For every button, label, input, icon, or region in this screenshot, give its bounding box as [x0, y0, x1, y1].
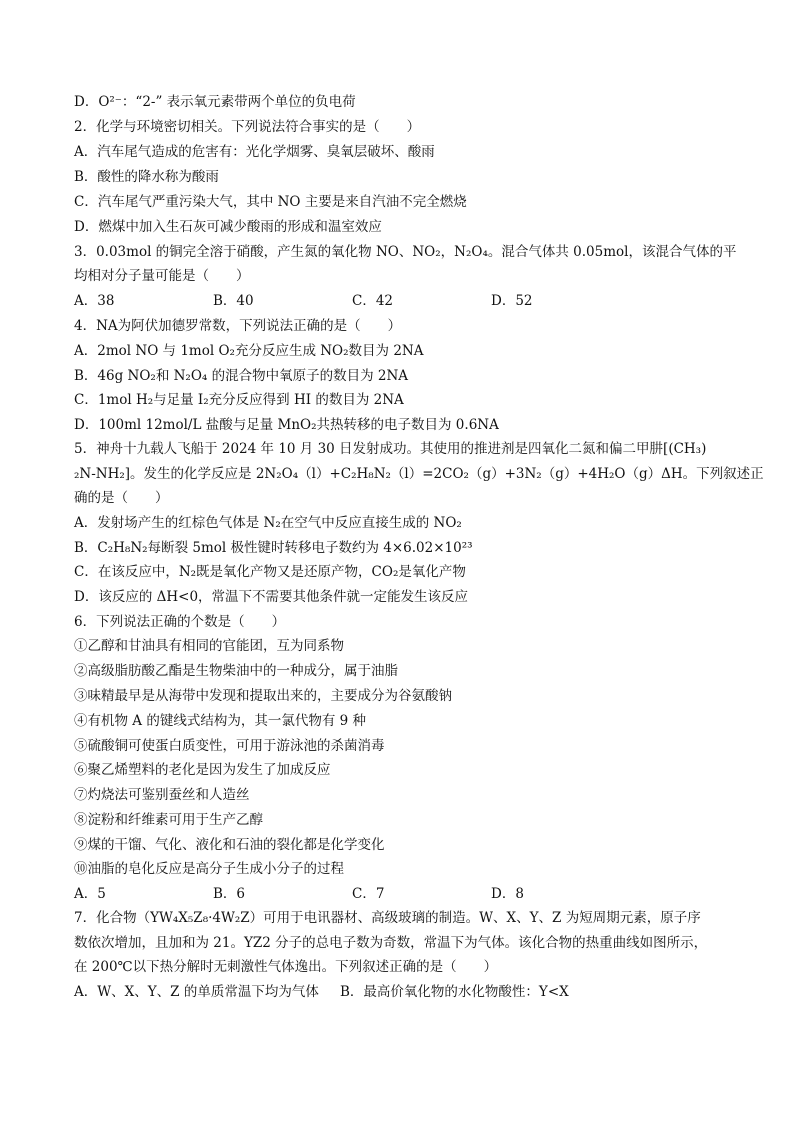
q4-option-b: B．46g NO₂和 N₂O₄ 的混合物中氧原子的数目为 2NA — [74, 368, 409, 384]
q7-stem-line2: 数依次增加，且加和为 21。YZ2 分子的总电子数为奇数，常温下为气体。该化合物的热重曲线如图所示， — [74, 935, 708, 951]
q5-stem-line3: 确的是（ ） — [74, 490, 169, 506]
q7-stem-line3: 在 200℃以下热分解时无刺激性气体逸出。下列叙述正确的是（ ） — [74, 959, 498, 975]
q6-option-c: C．7 — [352, 886, 385, 902]
q7-option-b: B．最高价氧化物的水化物酸性：Y<X — [340, 984, 569, 1000]
q3-stem-line1: 3．0.03mol 的铜完全溶于硝酸，产生氮的氧化物 NO、NO₂，N₂O₄。混合气体共 0.05mol，该混合气体的平 — [74, 244, 737, 260]
q5-stem-line1: 5．神舟十九载人飞船于 2024 年 10 月 30 日发射成功。其使用的推进剂是四氧化二氮和偏二甲肼[(CH₃) — [74, 441, 707, 457]
q2-stem: 2．化学与环境密切相关。下列说法符合事实的是（ ） — [74, 119, 421, 135]
q3-stem-line2: 均相对分子量可能是（ ） — [74, 268, 250, 284]
q7-option-a: A．W、X、Y、Z 的单质常温下均为气体 — [74, 984, 319, 1000]
q4-stem: 4．NA为阿伏加德罗常数，下列说法正确的是（ ） — [74, 318, 402, 334]
q5-option-a: A．发射场产生的红棕色气体是 N₂在空气中反应直接生成的 NO₂ — [74, 515, 462, 531]
q2-option-d: D．燃煤中加入生石灰可减少酸雨的形成和温室效应 — [74, 219, 382, 235]
q6-statement-9: ⑨煤的干馏、气化、液化和石油的裂化都是化学变化 — [74, 837, 385, 853]
q6-statement-1: ①乙醇和甘油具有相同的官能团，互为同系物 — [74, 638, 344, 654]
q6-statement-2: ②高级脂肪酸乙酯是生物柴油中的一种成分，属于油脂 — [74, 663, 398, 679]
q6-statement-4: ④有机物 A 的键线式结构为，其一氯代物有 9 种 — [74, 713, 367, 729]
q5-option-c: C．在该反应中，N₂既是氧化产物又是还原产物，CO₂是氧化产物 — [74, 564, 466, 580]
q6-option-d: D．8 — [491, 886, 524, 902]
q2-option-c: C．汽车尾气严重污染大气，其中 NO 主要是来自汽油不完全燃烧 — [74, 194, 467, 210]
q6-options-row — [74, 883, 724, 905]
q6-statement-8: ⑧淀粉和纤维素可用于生产乙醇 — [74, 812, 263, 828]
q2-option-a: A．汽车尾气造成的危害有：光化学烟雾、臭氧层破坏、酸雨 — [74, 144, 435, 160]
q4-option-a: A．2mol NO 与 1mol O₂充分反应生成 NO₂数目为 2NA — [74, 343, 424, 359]
q5-stem-line2: ₂N-NH₂]。发生的化学反应是 2N₂O₄（l）+C₂H₈N₂（l）=2CO₂（g）+3N₂（g）+4H₂O（g）ΔH。下列叙述正 — [74, 466, 764, 482]
q6-statement-7: ⑦灼烧法可鉴别蚕丝和人造丝 — [74, 787, 250, 803]
q6-statement-10: ⑩油脂的皂化反应是高分子生成小分子的过程 — [74, 861, 344, 877]
q6-option-a: A．5 — [74, 886, 106, 902]
q6-statement-6: ⑥聚乙烯塑料的老化是因为发生了加成反应 — [74, 762, 331, 778]
q3-option-d: D．52 — [491, 293, 533, 309]
q3-option-b: B．40 — [213, 293, 254, 309]
q6-statement-3: ③味精最早是从海带中发现和提取出来的，主要成分为谷氨酸钠 — [74, 688, 452, 704]
q7-stem-line1: 7．化合物（YW₄X₅Z₈·4W₂Z）可用于电讯器材、高级玻璃的制造。W、X、Y、Z 为短周期元素，原子序 — [74, 910, 701, 926]
q3-option-c: C．42 — [352, 293, 394, 309]
q6-statement-5: ⑤硫酸铜可使蛋白质变性，可用于游泳池的杀菌消毒 — [74, 738, 385, 754]
q7-options-row — [74, 981, 724, 1003]
q5-option-b: B．C₂H₈N₂每断裂 5mol 极性键时转移电子数约为 4×6.02×10²³ — [74, 540, 473, 556]
q4-option-d: D．100ml 12mol/L 盐酸与足量 MnO₂共热转移的电子数目为 0.6NA — [74, 417, 499, 433]
q3-options-row — [74, 290, 724, 312]
q1-option-d: D．O²⁻：“2-” 表示氧元素带两个单位的负电荷 — [74, 94, 356, 110]
q3-option-a: A．38 — [74, 293, 115, 309]
q4-option-c: C．1mol H₂与足量 I₂充分反应得到 HI 的数目为 2NA — [74, 392, 404, 408]
q6-stem: 6．下列说法正确的个数是（ ） — [74, 614, 286, 630]
q6-option-b: B．6 — [213, 886, 246, 902]
q2-option-b: B．酸性的降水称为酸雨 — [74, 169, 219, 185]
q5-option-d: D．该反应的 ΔH<0，常温下不需要其他条件就一定能发生该反应 — [74, 589, 469, 605]
